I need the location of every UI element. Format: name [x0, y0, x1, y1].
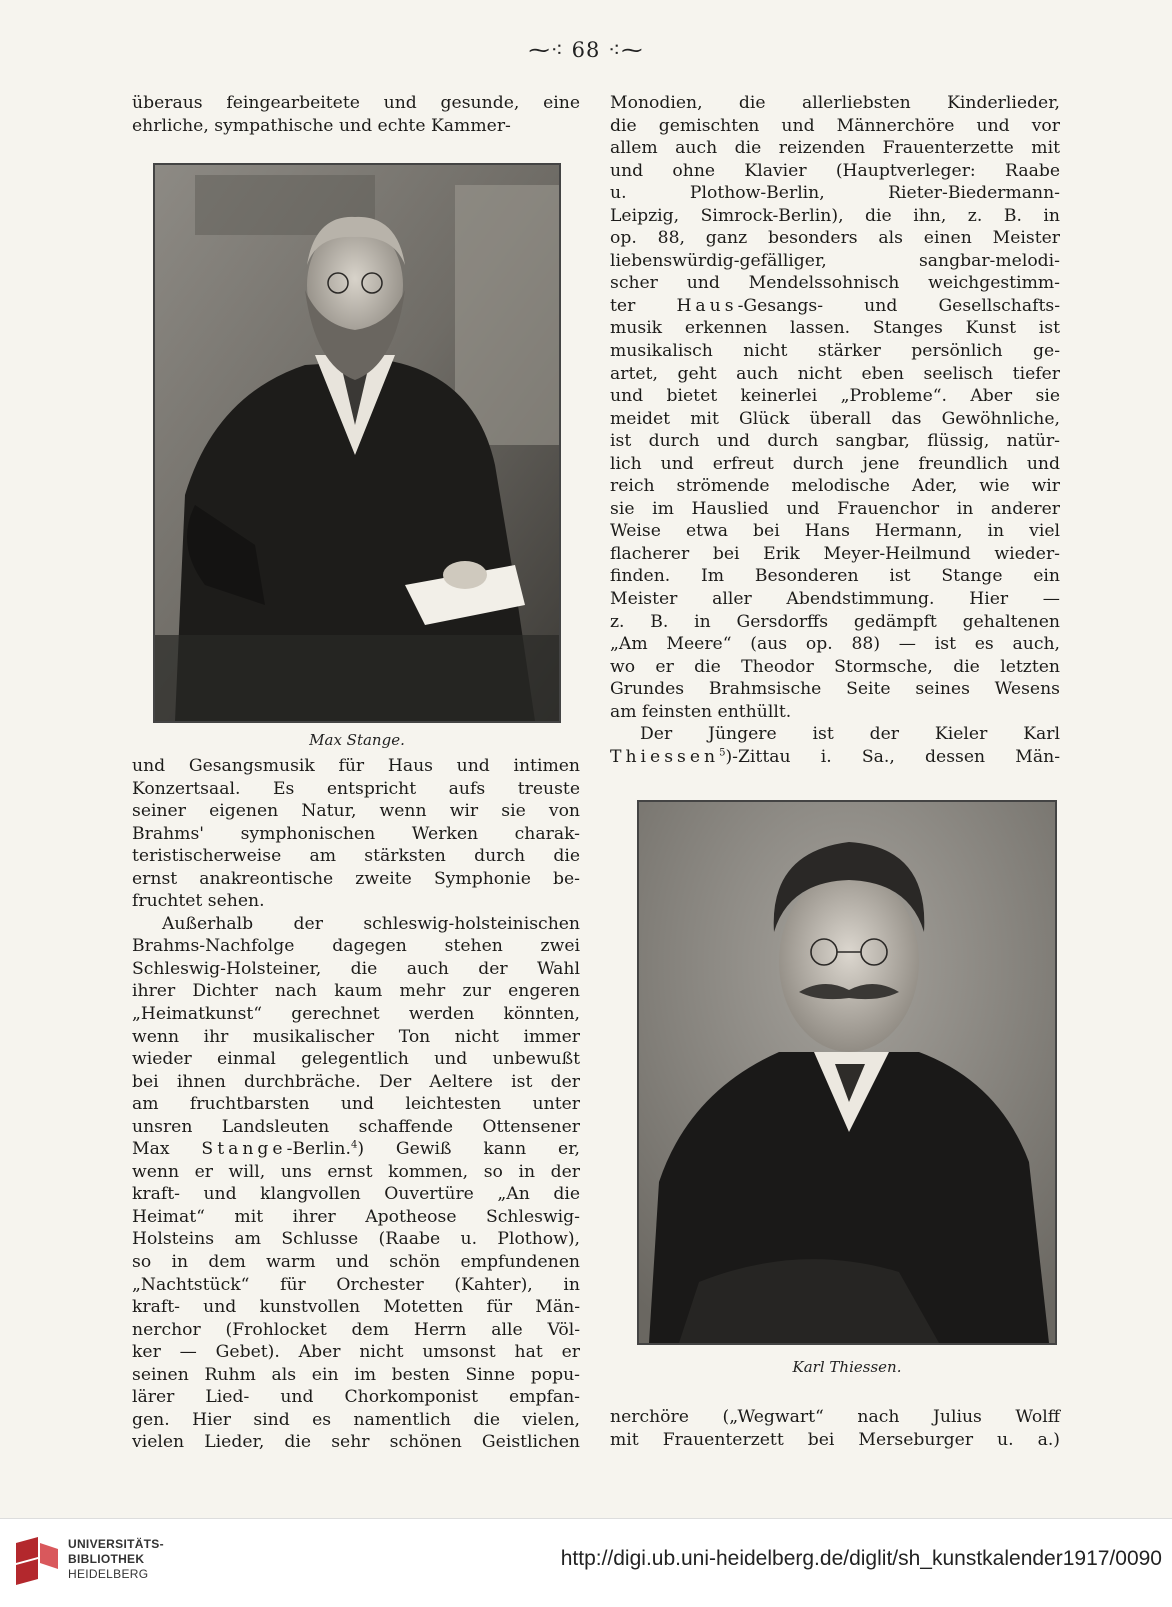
portrait-photo-max-stange [153, 163, 561, 723]
text-line: seinen Ruhm als ein im besten Sinne popu- [132, 1364, 580, 1385]
text-line: Der Jüngere ist der Kieler Karl [640, 724, 1060, 745]
text-line: und ohne Klavier (Hauptverleger: Raabe [610, 160, 1060, 181]
paragraph [610, 1406, 1060, 1451]
text-line: liebenswürdig-gefälliger, sangbar-melodi- [610, 250, 1060, 271]
text-line: bei ihnen durchbräche. Der Aeltere ist der [132, 1071, 580, 1092]
text-line: ernst anakreontische zweite Symphonie be- [132, 868, 580, 889]
text-line: Brahms' symphonischen Werken charak- [132, 823, 580, 844]
portrait-max-stange-image [155, 165, 559, 721]
text-line: Holsteins am Schlusse (Raabe u. Plothow), [132, 1229, 580, 1250]
text-line: am fruchtbarsten und leichtesten unter [132, 1094, 580, 1115]
portrait-photo-karl-thiessen [637, 800, 1057, 1345]
text-line: reich strömende melodische Ader, wie wir [610, 476, 1060, 497]
text-line: musik erkennen lassen. Stanges Kunst ist [610, 318, 1060, 339]
library-name [68, 1537, 164, 1582]
text-line: am feinsten enthüllt. [610, 701, 792, 722]
text-line: sie im Hauslied und Frauenchor in anderer [610, 498, 1060, 519]
text-line: ist durch und durch sangbar, flüssig, natür- [610, 431, 1060, 452]
text-line: Leipzig, Simrock-Berlin), die ihn, z. B. in [610, 205, 1060, 226]
text-line: Konzertsaal. Es entspricht aufs treuste [132, 778, 580, 799]
text-line: wenn ihr musikalischer Ton nicht immer [132, 1026, 580, 1047]
text-line: „Heimatkunst“ gerechnet werden könnten, [132, 1004, 580, 1025]
page-number [0, 38, 1172, 62]
text-line: überaus feingearbeitete und gesunde, eine [132, 93, 580, 113]
text-line: kraft- und klangvollen Ouvertüre „An die [132, 1184, 580, 1205]
source-url[interactable]: http://digi.ub.uni-heidelberg.de/diglit/sh_kunstkalender1917/0090 [560, 1547, 1162, 1570]
text-line: Weise etwa bei Hans Hermann, in viel [610, 521, 1060, 542]
right-column-bottom-text [610, 1406, 1060, 1451]
text-line: wo er die Theodor Stormsche, die letzten [610, 656, 1060, 677]
page-number-value: 68 [571, 38, 601, 62]
text-line: allem auch die reizenden Frauenterzette mit [610, 138, 1060, 159]
portrait-karl-thiessen-image [639, 802, 1055, 1343]
paragraph [610, 92, 1060, 723]
paragraph [610, 723, 1060, 768]
text-line-haus [610, 295, 1060, 318]
page-number-ornament-left: ⁓⁖ [528, 38, 564, 62]
right-column-top-text [610, 92, 1060, 768]
text-line: finden. Im Besonderen ist Stange ein [610, 566, 1060, 587]
photo-caption-max-stange: Max Stange. [309, 731, 405, 749]
text-line: scher und Mendelssohnisch weichgestimm- [610, 273, 1060, 294]
text-line: Heimat“ mit ihrer Apotheose Schleswig- [132, 1206, 580, 1227]
text-line: wieder einmal gelegentlich und unbewußt [132, 1049, 580, 1070]
text-line: Meister aller Abendstimmung. Hier — [610, 589, 1060, 610]
text-line: vielen Lieder, die sehr schönen Geistlichen [132, 1432, 580, 1453]
text-line: und Gesangsmusik für Haus und intimen [132, 756, 580, 776]
text-line: kraft- und kunstvollen Motetten für Män- [132, 1297, 580, 1318]
text-line: z. B. in Gersdorffs gedämpft gehaltenen [610, 611, 1060, 632]
text-line: op. 88, ganz besonders als einen Meister [610, 228, 1060, 249]
text-line-thiessen [610, 746, 1060, 769]
text-line: ehrliche, sympathische und echte Kammer- [132, 115, 511, 136]
text-line: seiner eigenen Natur, wenn wir sie von [132, 801, 580, 822]
text-line: Schleswig-Holsteiner, die auch der Wahl [132, 958, 580, 979]
digitization-footer [0, 1518, 1172, 1607]
footnote-marker: 5 [719, 747, 726, 759]
text-fragment: -Berlin. [286, 1139, 351, 1160]
text-line: meidet mit Glück überall das Gewöhnliche, [610, 408, 1060, 429]
text-line-stange [132, 1138, 580, 1161]
text-line: artet, geht auch nicht eben seelisch tiefer [610, 363, 1060, 384]
text-line: Grundes Brahmsische Seite seines Wesens [610, 679, 1060, 700]
text-line: flacherer bei Erik Meyer-Heilmund wieder- [610, 543, 1060, 564]
library-name-line: HEIDELBERG [68, 1567, 149, 1581]
text-line: ker — Gebet). Aber nicht umsonst hat er [132, 1342, 580, 1363]
paragraph [132, 755, 580, 913]
text-fragment: -Gesangs- und Gesellschafts- [737, 295, 1061, 316]
text-line: fruchtet sehen. [132, 891, 265, 912]
text-line: unsren Landsleuten schaffende Ottensener [132, 1116, 580, 1137]
text-line: und bietet keinerlei „Probleme“. Aber sie [610, 386, 1060, 407]
text-line: nerchöre („Wegwart“ nach Julius Wolff [610, 1407, 1060, 1427]
text-line: gen. Hier sind es namentlich die vielen, [132, 1409, 580, 1430]
left-column-bottom-text [132, 755, 580, 1454]
text-line: mit Frauenterzett bei Merseburger u. a.) [610, 1429, 1060, 1450]
text-fragment: Max [132, 1139, 202, 1160]
library-logo-icon [12, 1535, 62, 1589]
paragraph [132, 913, 580, 1454]
text-line: „Am Meere“ (aus op. 88) — ist es auch, [610, 634, 1060, 655]
photo-caption-karl-thiessen: Karl Thiessen. [792, 1358, 902, 1376]
footnote-marker: 4 [350, 1139, 358, 1151]
text-line: u. Plothow-Berlin, Rieter-Biedermann- [610, 183, 1060, 204]
text-fragment: )-Zittau i. Sa., dessen Män- [725, 746, 1060, 767]
text-line: die gemischten und Männerchöre und vor [610, 115, 1060, 136]
library-name-line: BIBLIOTHEK [68, 1552, 145, 1566]
text-line: wenn er will, uns ernst kommen, so in der [132, 1161, 580, 1182]
page-number-ornament-right: ⁖⁓ [608, 38, 644, 62]
paragraph [132, 92, 580, 137]
text-line: Monodien, die allerliebsten Kinderlieder, [610, 93, 1060, 113]
spaced-name-thiessen: Thiessen [610, 746, 720, 767]
text-line: lich und erfreut durch jene freundlich und [610, 453, 1060, 474]
spaced-name-stange: Stange [201, 1139, 287, 1160]
text-line: musikalisch nicht stärker persönlich ge- [610, 341, 1060, 362]
text-fragment: ) Gewiß kann er, [357, 1139, 580, 1160]
spaced-word-haus: Haus [676, 295, 738, 316]
text-line: nerchor (Frohlocket dem Herrn alle Völ- [132, 1319, 580, 1340]
text-line: ihrer Dichter nach kaum mehr zur engeren [132, 981, 580, 1002]
left-column-top-text [132, 92, 580, 137]
text-line: „Nachtstück“ für Orchester (Kahter), in [132, 1274, 580, 1295]
text-line: teristischerweise am stärksten durch die [132, 846, 580, 867]
library-name-line: UNIVERSITÄTS- [68, 1537, 164, 1551]
text-line: so in dem warm und schön empfundenen [132, 1252, 580, 1273]
text-line: Brahms-Nachfolge dagegen stehen zwei [132, 936, 580, 957]
text-fragment: ter [610, 295, 677, 316]
text-line: Außerhalb der schleswig-holsteinischen [162, 913, 580, 934]
text-line: lärer Lied- und Chorkomponist empfan- [132, 1387, 580, 1408]
